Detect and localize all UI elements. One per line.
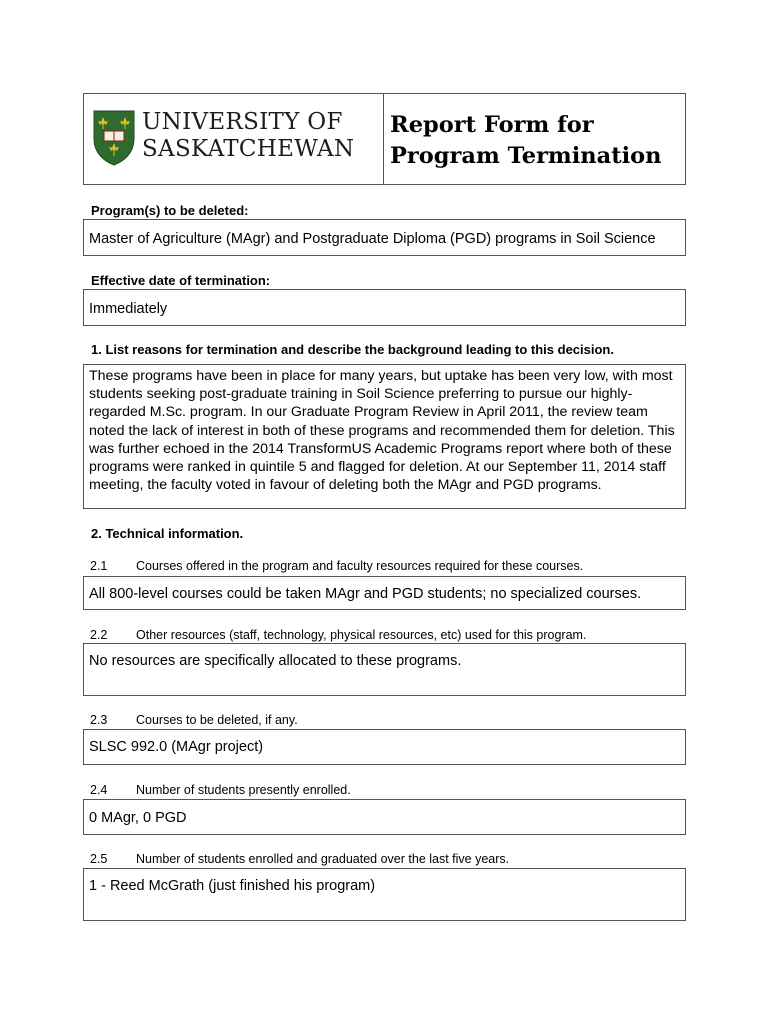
section1-label: 1. List reasons for termination and describe the background leading to this decision. <box>91 342 614 357</box>
item-text: Courses to be deleted, if any. <box>136 713 298 727</box>
effective-date-field[interactable]: Immediately <box>83 289 686 326</box>
students-enrolled-field[interactable]: 0 MAgr, 0 PGD <box>83 799 686 835</box>
courses-offered-field[interactable]: All 800-level courses could be taken MAgr and PGD students; no specialized courses. <box>83 576 686 610</box>
students-graduated-field[interactable]: 1 - Reed McGrath (just finished his program) <box>83 868 686 921</box>
form-title <box>390 110 680 172</box>
university-name-line1: UNIVERSITY OF <box>142 109 343 135</box>
form-title-line2: Program Termination <box>390 143 662 169</box>
section2-label: 2. Technical information. <box>91 526 244 541</box>
item-number: 2.1 <box>90 559 108 573</box>
item-number: 2.3 <box>90 713 108 727</box>
item-2-5-label <box>90 852 509 867</box>
item-number: 2.4 <box>90 783 108 797</box>
programs-field[interactable]: Master of Agriculture (MAgr) and Postgraduate Diploma (PGD) programs in Soil Science <box>83 219 686 256</box>
item-text: Number of students enrolled and graduated over the last five years. <box>136 852 510 866</box>
item-2-4-label <box>90 783 351 798</box>
header-divider <box>383 94 384 184</box>
other-resources-field[interactable]: No resources are specifically allocated to these programs. <box>83 643 686 696</box>
effective-date-label: Effective date of termination: <box>91 273 271 288</box>
courses-deleted-field[interactable]: SLSC 992.0 (MAgr project) <box>83 729 686 765</box>
university-crest-icon <box>92 109 136 167</box>
item-text: Number of students presently enrolled. <box>136 783 351 797</box>
university-name-line2: SASKATCHEWAN <box>142 136 355 162</box>
programs-label: Program(s) to be deleted: <box>91 203 249 218</box>
form-title-line1: Report Form for <box>390 112 594 138</box>
reasons-field[interactable]: These programs have been in place for many years, but uptake has been very low, with most students seeking post-graduate training in Soil Science preferring to pursue our highly-regarded M.Sc. program. In our Graduate Program Review in April 2011, the review team noted the lack of interest in both of these programs and recommended them for deletion. This was further echoed in the 2014 TransformUS Academic Programs report where both of these programs were ranked in quintile 5 and flagged for deletion. At our September 11, 2014 staff meeting, the faculty voted in favour of deleting both the MAgr and PGD programs. <box>83 364 686 509</box>
item-number: 2.5 <box>90 852 108 866</box>
university-name <box>142 109 354 163</box>
form-header <box>83 93 686 185</box>
item-number: 2.2 <box>90 628 108 642</box>
item-text: Courses offered in the program and faculty resources required for these courses. <box>136 559 584 573</box>
item-text: Other resources (staff, technology, physical resources, etc) used for this program. <box>136 628 587 642</box>
item-2-3-label <box>90 713 298 728</box>
item-2-2-label <box>90 628 586 643</box>
item-2-1-label <box>90 559 583 574</box>
